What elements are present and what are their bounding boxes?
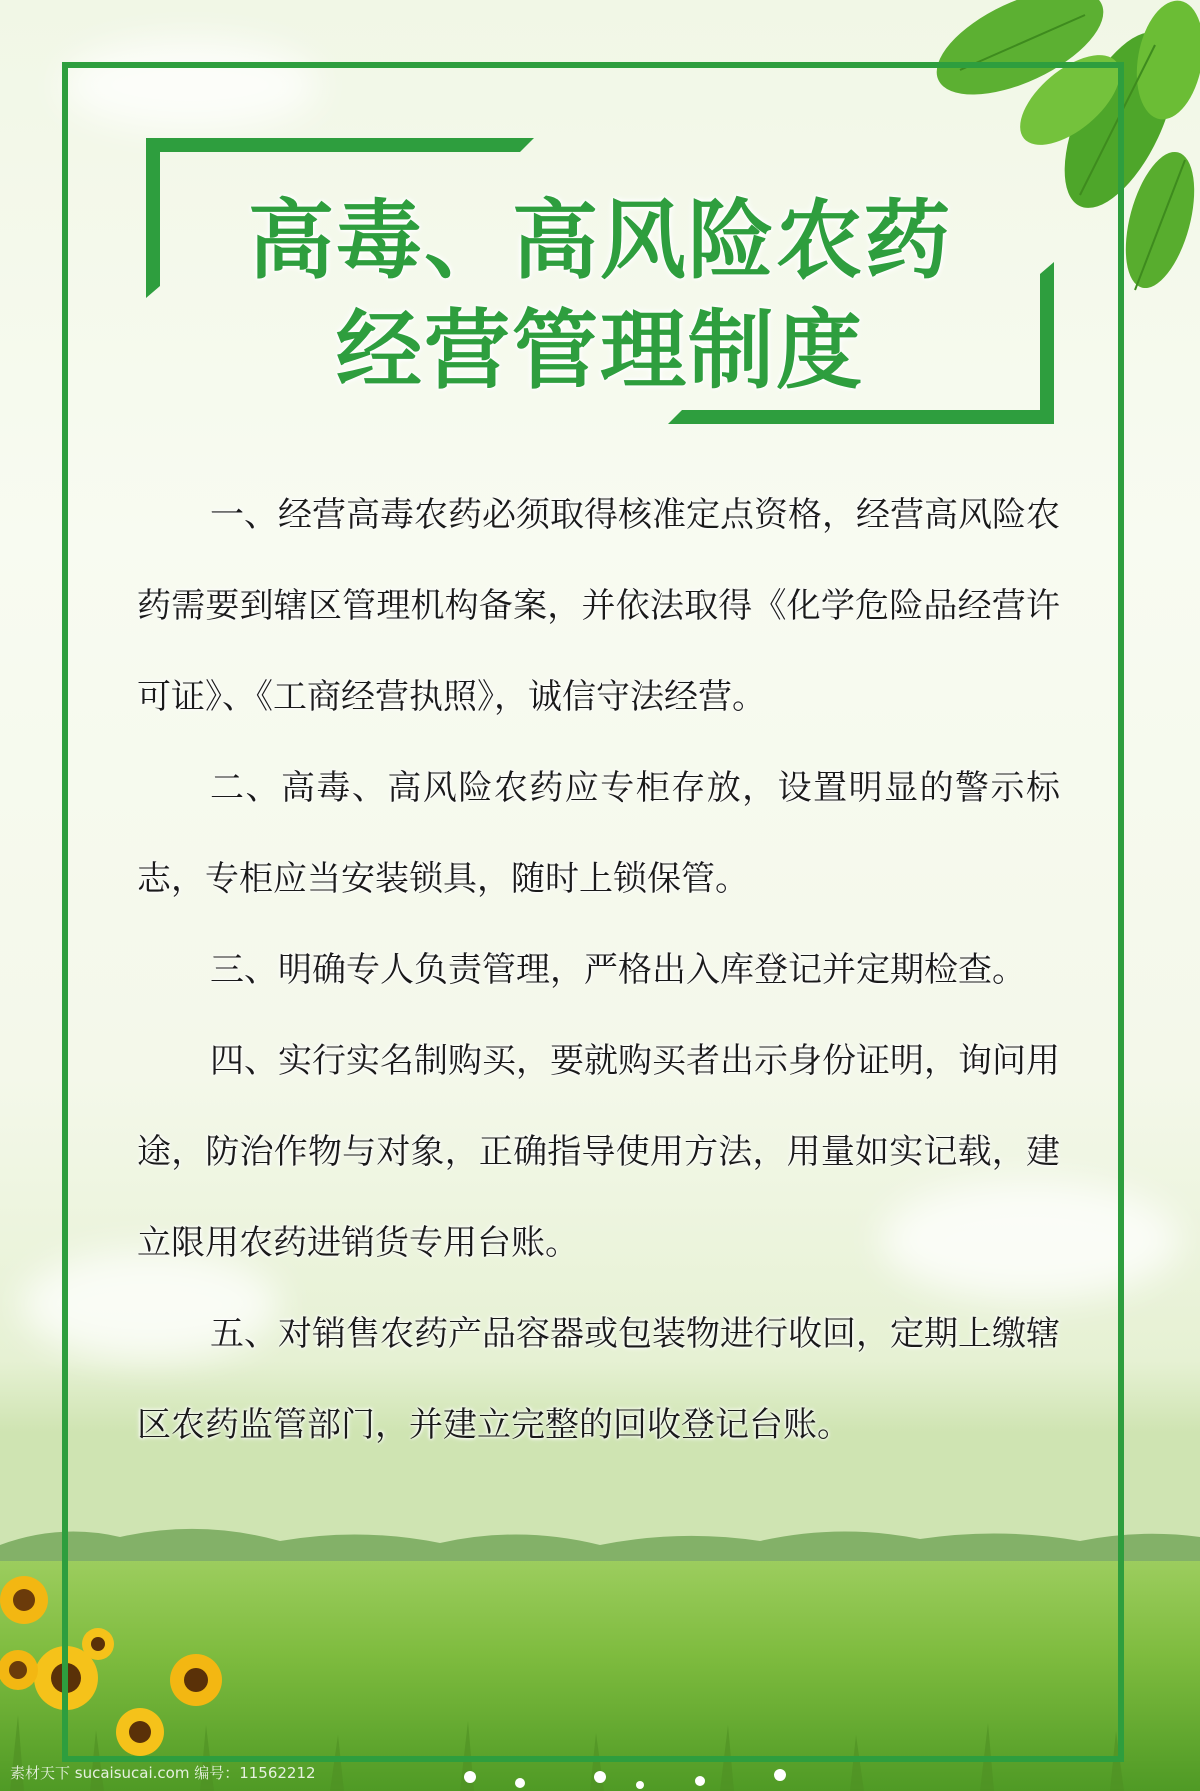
regulation-item-5: 五、对销售农药产品容器或包装物进行收回，定期上缴辖区农药监管部门，并建立完整的回收登记台账。 (137, 1314, 1060, 1445)
regulation-item-4: 四、实行实名制购买，要就购买者出示身份证明，询问用途，防治作物与对象，正确指导使用方法，用量如实记载，建立限用农药进销货专用台账。 (137, 1041, 1060, 1263)
regulation-item-1: 一、经营高毒农药必须取得核准定点资格，经营高风险农药需要到辖区管理机构备案，并依法取得《化学危险品经营许可证》、《工商经营执照》，诚信守法经营。 (137, 495, 1060, 717)
regulation-item-3: 三、明确专人负责管理，严格出入库登记并定期检查。 (210, 950, 1026, 990)
regulation-body (137, 470, 1060, 1471)
watermark: 素材天下 sucaisucai.com 编号：11562212 (10, 1764, 316, 1782)
page-title-line-1: 高毒、高风险农药 (248, 191, 952, 291)
page-title-line-2: 经营管理制度 (336, 301, 864, 401)
regulation-item-2: 二、高毒、高风险农药应专柜存放，设置明显的警示标志，专柜应当安装锁具，随时上锁保管。 (137, 768, 1060, 899)
